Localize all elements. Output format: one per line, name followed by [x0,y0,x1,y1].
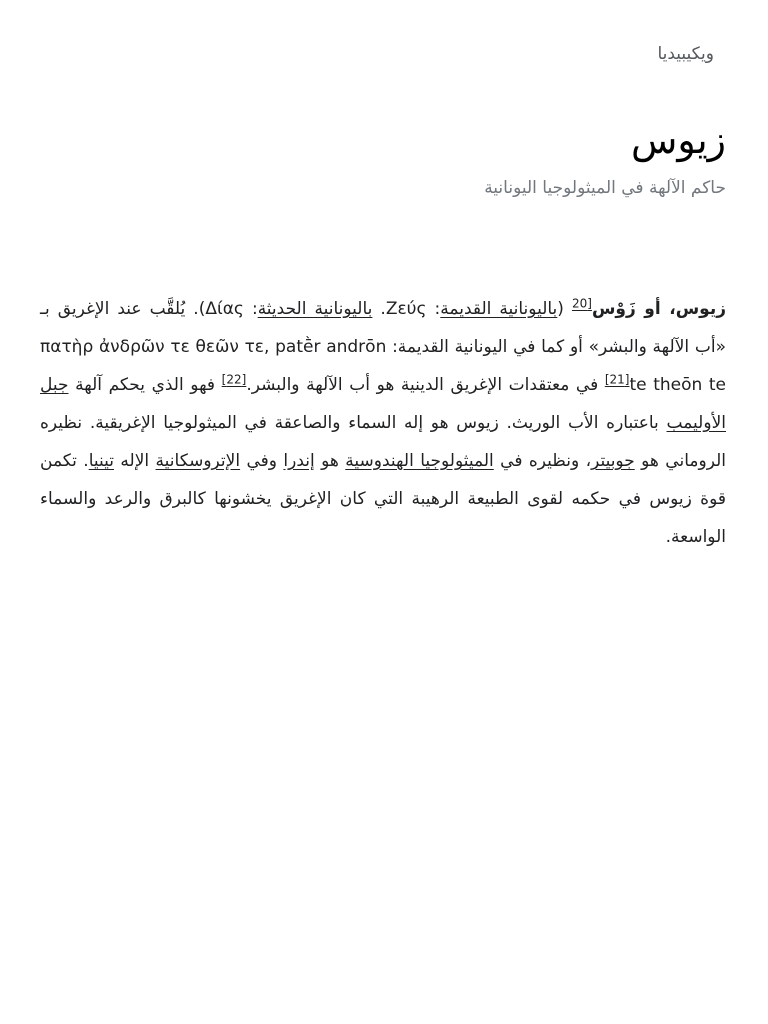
ancient-greek-link[interactable]: باليونانية القديمة [440,299,558,319]
subject-name: زيوس، أو زَوْس [591,299,726,319]
greek-name-dias: : Δίας). يُلقَّب عند الإغريق بـ «أب الآلهة والبشر» أو كما في اليونانية القديمة: [40,299,726,357]
reference-20 [572,296,592,310]
jupiter-link[interactable]: جوبيتر [591,451,635,471]
etruscan-link[interactable]: الإتروسكانية [155,451,241,471]
reference-20-link[interactable]: [20 [571,296,592,311]
page-subtitle: حاكم الآلهة في الميثولوجيا اليونانية [484,178,726,198]
greek-name-zeus: : Ζεύς. [372,299,441,319]
greek-epithet: πατὴρ ἀνδρῶν τε θεῶν τε, patḕr andrōn te theōn te [40,337,727,395]
hindu-mythology-link[interactable]: الميثولوجيا الهندوسية [345,451,494,471]
reference-22-link[interactable]: [22] [221,372,247,387]
article-intro-paragraph: زيوس، أو زَوْس$^{[20}$ (باليونانية القديمة: Ζεύς. باليونانية الحديثة: Δίας). يُلقَّب عند الإغريق بـ «أب الآلهة والبشر» أو كما في اليونانية القديمة: πατὴρ ἀνδρῶν τε θεῶν τε, patḕr andrōn te theōn te[21] في معتقدات الإغريق الدينية هو أب الآلهة والبشر.[22] فهو الذي يحكم آلهة جبل الأوليمب باعتباره الأب الوريث. زيوس هو إله السماء والصاعقة في الميثولوجيا الإغريقية. نظيره الروماني هو جوبيتر، ونظيره في الميثولوجيا الهندوسية هو إندرا وفي الإتروسكانية الإله تينيا. تكمن قوة زيوس في حكمه لقوى الطبيعة الرهيبة التي كان الإغريق يخشونها كالبرق والرعد والسماء الواسعة. [40,296,727,547]
indra-link[interactable]: إندرا [283,451,315,471]
tinia-link[interactable]: تينيا [88,451,115,471]
reference-21 [605,372,630,386]
reference-21-link[interactable]: [21] [604,372,630,387]
mount-olympus-link[interactable]: جبل الأوليمب [40,375,726,433]
page-title: زيوس [631,118,726,162]
reference-22 [222,372,247,386]
wikipedia-brand[interactable]: ويكيبيديا [657,44,714,64]
modern-greek-link[interactable]: باليونانية الحديثة [257,299,373,319]
